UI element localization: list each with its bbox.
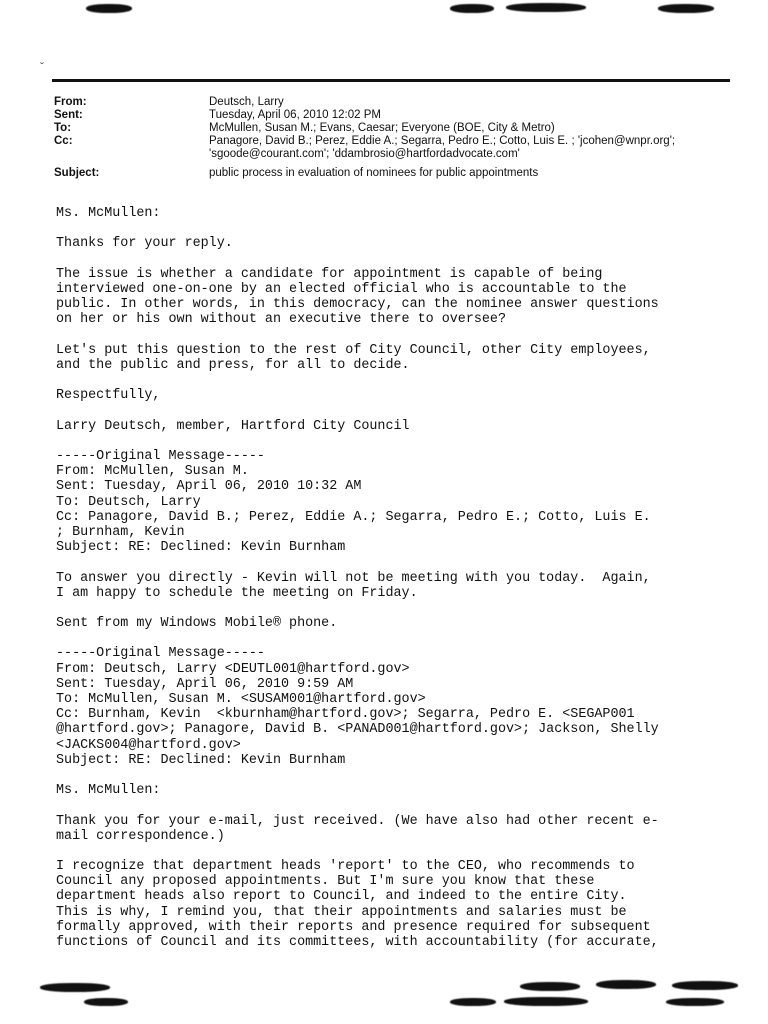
redaction-mark bbox=[450, 998, 496, 1006]
body-line: From: McMullen, Susan M. bbox=[56, 464, 249, 480]
redaction-mark bbox=[86, 4, 132, 13]
header-rule bbox=[52, 79, 730, 82]
body-line: To answer you directly - Kevin will not be meeting with you today. Again, bbox=[56, 570, 651, 586]
body-line: <JACKS004@hartford.gov> bbox=[56, 737, 241, 753]
body-line bbox=[56, 768, 746, 783]
body-line bbox=[56, 844, 746, 859]
body-line: Thank you for your e-mail, just received. (We have also had other recent e- bbox=[56, 813, 659, 829]
header-sent-row bbox=[54, 109, 744, 122]
header-cc-row-continued bbox=[54, 148, 744, 161]
header-to-row bbox=[54, 122, 744, 135]
from-value: Deutsch, Larry bbox=[209, 96, 284, 108]
redaction-mark bbox=[520, 982, 580, 991]
body-line: Ms. McMullen: bbox=[56, 206, 161, 221]
redaction-mark bbox=[84, 998, 128, 1006]
body-line bbox=[56, 373, 746, 388]
body-line: mail correspondence.) bbox=[56, 828, 225, 844]
body-line: functions of Council and its committees, with accountability (for accurate, bbox=[56, 935, 659, 950]
body-line: Council any proposed appointments. But I'm sure you know that these bbox=[56, 874, 595, 890]
body-line bbox=[56, 555, 746, 570]
body-line: Sent: Tuesday, April 06, 2010 9:59 AM bbox=[56, 676, 354, 692]
body-line bbox=[56, 328, 746, 343]
header-cc-row bbox=[54, 135, 744, 148]
body-line: To: McMullen, Susan M. <SUSAM001@hartford.gov> bbox=[56, 692, 426, 707]
body-line: Thanks for your reply. bbox=[56, 236, 233, 252]
body-line: Respectfully, bbox=[56, 388, 161, 404]
body-line: Cc: Burnham, Kevin <kburnham@hartford.gov>; Segarra, Pedro E. <SEGAP001 bbox=[56, 707, 635, 723]
body-line: and the public and press, for all to decide. bbox=[56, 357, 410, 373]
body-line: formally approved, with their reports and presence required for subsequent bbox=[56, 919, 651, 935]
body-line: @hartford.gov>; Panagore, David B. <PANAD001@hartford.gov>; Jackson, Shelly bbox=[56, 722, 659, 738]
body-line: -----Original Message----- bbox=[56, 449, 265, 464]
cc-value-continued: 'sgoode@courant.com'; 'ddambrosio@hartfordadvocate.com' bbox=[209, 148, 520, 160]
email-header bbox=[54, 96, 744, 180]
body-line: From: Deutsch, Larry <DEUTL001@hartford.gov> bbox=[56, 661, 410, 677]
body-line: Larry Deutsch, member, Hartford City Council bbox=[56, 418, 410, 434]
redaction-mark bbox=[658, 4, 714, 13]
body-line: Let's put this question to the rest of City Council, other City employees, bbox=[56, 342, 651, 358]
scan-mark: ˇ bbox=[40, 60, 44, 74]
cc-value: Panagore, David B.; Perez, Eddie A.; Segarra, Pedro E.; Cotto, Luis E. ; 'jcohen@wnpr.org'; bbox=[209, 135, 676, 147]
body-line: interviewed one-on-one by an elected official who is accountable to the bbox=[56, 281, 627, 297]
body-line bbox=[56, 434, 746, 449]
redaction-mark bbox=[40, 983, 110, 992]
body-line: This is why, I remind you, that their appointments and salaries must be bbox=[56, 904, 627, 920]
body-line bbox=[56, 601, 746, 616]
body-line: Cc: Panagore, David B.; Perez, Eddie A.; Segarra, Pedro E.; Cotto, Luis E. bbox=[56, 509, 651, 525]
body-line bbox=[56, 221, 746, 236]
redaction-mark bbox=[506, 3, 586, 12]
body-line: Sent from my Windows Mobile® phone. bbox=[56, 616, 338, 632]
redaction-mark bbox=[504, 997, 588, 1006]
body-line: Subject: RE: Declined: Kevin Burnham bbox=[56, 752, 346, 768]
header-from-row bbox=[54, 96, 744, 109]
body-line: ; Burnham, Kevin bbox=[56, 524, 185, 540]
subject-label: Subject: bbox=[54, 167, 100, 179]
header-subject-row bbox=[54, 167, 744, 180]
email-body bbox=[56, 206, 746, 950]
body-line bbox=[56, 403, 746, 418]
body-line: To: Deutsch, Larry bbox=[56, 494, 201, 510]
body-line bbox=[56, 631, 746, 646]
body-line: Sent: Tuesday, April 06, 2010 10:32 AM bbox=[56, 479, 362, 495]
body-line bbox=[56, 252, 746, 267]
body-line: -----Original Message----- bbox=[56, 646, 265, 662]
subject-value: public process in evaluation of nominees for public appointments bbox=[209, 167, 539, 179]
body-line: public. In other words, in this democracy, can the nominee answer questions bbox=[56, 297, 659, 313]
body-line: Ms. McMullen: bbox=[56, 783, 161, 799]
body-line: The issue is whether a candidate for appointment is capable of being bbox=[56, 266, 603, 282]
cc-label: Cc: bbox=[54, 135, 73, 147]
from-label: From: bbox=[54, 96, 87, 108]
body-line: I recognize that department heads 'report' to the CEO, who recommends to bbox=[56, 859, 635, 875]
redaction-mark bbox=[672, 981, 738, 990]
body-line: Subject: RE: Declined: Kevin Burnham bbox=[56, 540, 346, 556]
sent-label: Sent: bbox=[54, 109, 83, 121]
to-value: McMullen, Susan M.; Evans, Caesar; Everyone (BOE, City & Metro) bbox=[209, 122, 555, 134]
redaction-mark bbox=[596, 980, 656, 989]
body-line: I am happy to schedule the meeting on Friday. bbox=[56, 585, 418, 601]
body-line: on her or his own without an executive there to oversee? bbox=[56, 312, 506, 328]
sent-value: Tuesday, April 06, 2010 12:02 PM bbox=[209, 109, 381, 121]
redaction-mark bbox=[450, 4, 494, 13]
redaction-mark bbox=[666, 998, 724, 1006]
body-line: department heads also report to Council, and indeed to the entire City. bbox=[56, 889, 627, 905]
body-line bbox=[56, 798, 746, 813]
to-label: To: bbox=[54, 122, 72, 134]
